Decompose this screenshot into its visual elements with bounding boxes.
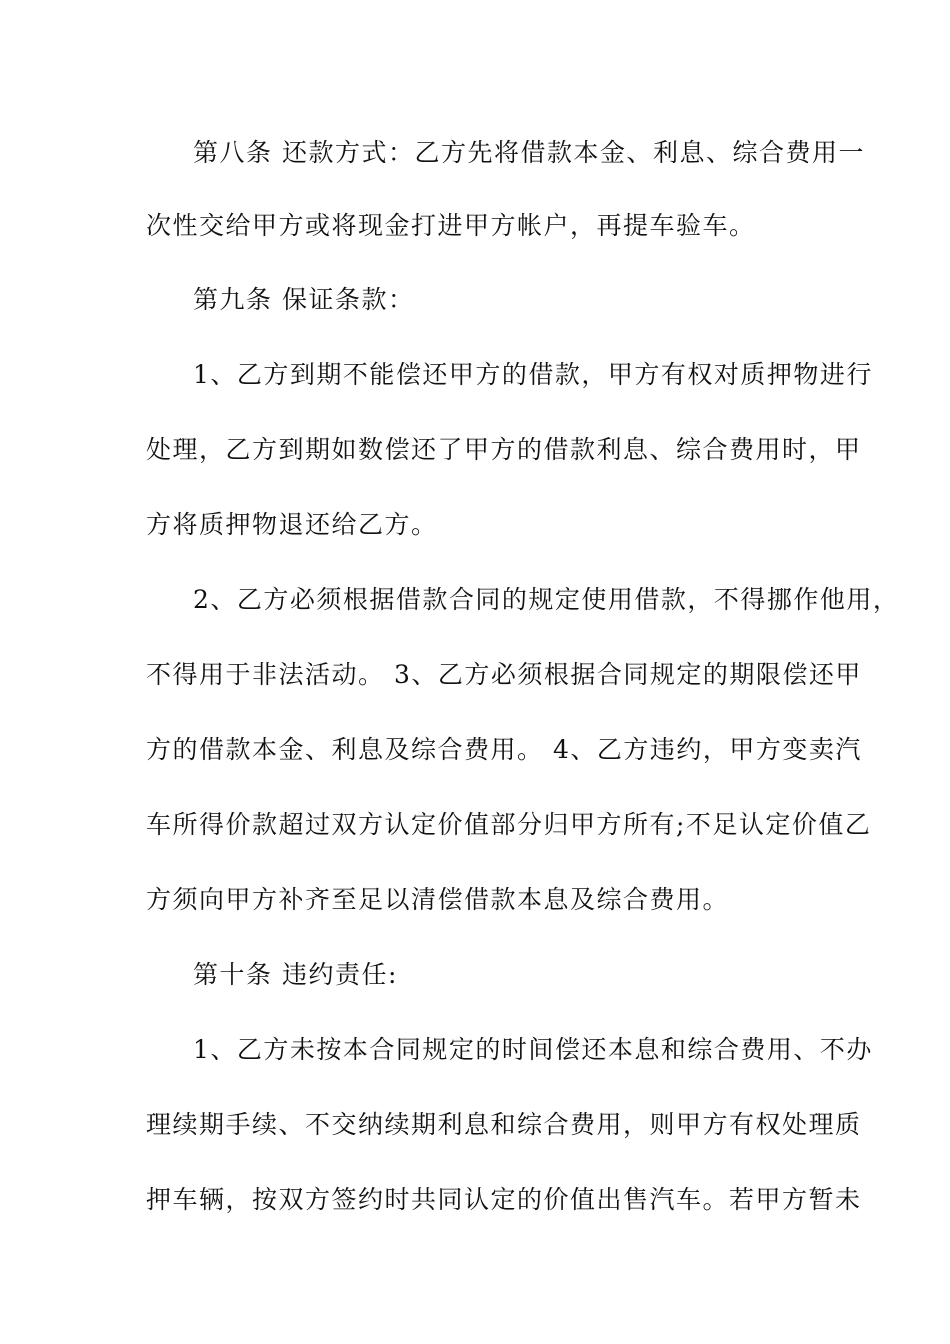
article-10-clause-1-line-2: 理续期手续、不交纳续期利息和综合费用，则甲方有权处理质	[146, 1110, 862, 1139]
article-9-clause-2-line-2: 不得用于非法活动。 3、乙方必须根据合同规定的期限偿还甲	[146, 660, 862, 689]
article-9-clause-1-line-3: 方将质押物退还给乙方。	[146, 510, 438, 539]
article-9-clause-4-line-2: 方须向甲方补齐至足以清偿借款本息及综合费用。	[146, 885, 730, 914]
article-9-clause-3-line: 方的借款本金、利息及综合费用。 4、乙方违约，甲方变卖汽	[146, 735, 862, 764]
article-9-clause-1-line-1: 1、乙方到期不能偿还甲方的借款，甲方有权对质押物进行	[193, 360, 873, 389]
article-9-clause-1-line-2: 处理，乙方到期如数偿还了甲方的借款利息、综合费用时，甲	[146, 435, 862, 464]
article-8-line-1: 第八条 还款方式：乙方先将借款本金、利息、综合费用一	[193, 138, 865, 167]
article-9-clause-2-line-1: 2、乙方必须根据借款合同的规定使用借款，不得挪作他用，	[193, 585, 900, 614]
article-10-clause-1-line-3: 押车辆，按双方签约时共同认定的价值出售汽车。若甲方暂未	[146, 1185, 862, 1214]
article-8-line-2: 次性交给甲方或将现金打进甲方帐户，再提车验车。	[146, 211, 756, 240]
article-9-heading: 第九条 保证条款：	[193, 285, 415, 314]
article-10-clause-1-line-1: 1、乙方未按本合同规定的时间偿还本息和综合费用、不办	[193, 1035, 873, 1064]
article-10-heading: 第十条 违约责任:	[193, 960, 398, 989]
article-9-clause-4-line-1: 车所得价款超过双方认定价值部分归甲方所有;不足认定价值乙	[146, 810, 872, 839]
